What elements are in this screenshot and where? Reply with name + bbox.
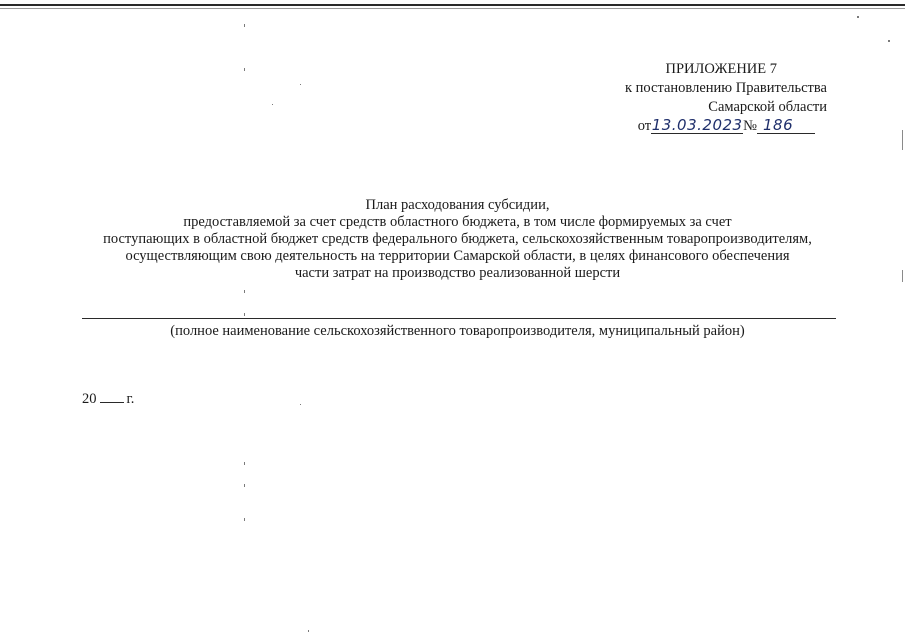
plan-title-line-5: части затрат на производство реализованной шерсти [294,265,621,281]
handwritten-date: 13.03.2023 [651,116,743,134]
appendix-title: ПРИЛОЖЕНИЕ 7 [665,61,777,77]
scan-speck [244,462,245,465]
scan-speck [300,84,301,85]
plan-title-line-1: План расходования субсидии, [365,197,550,213]
scan-edge-mark [902,270,903,282]
plan-title-line-2: предоставляемой за счет средств областного бюджета, в том числе формируемых за счет [183,214,732,230]
handwritten-number: 186 [757,118,815,134]
scan-speck [244,518,245,521]
year-prefix: 20 [82,391,97,407]
top-border-line [0,4,905,6]
scan-speck [300,404,301,405]
appendix-block [527,60,827,136]
appendix-line-region: Самарской области [708,99,827,115]
scan-speck [244,24,245,27]
scan-speck [244,68,245,71]
year-blank [100,390,124,403]
scan-speck [308,630,309,632]
year-suffix: г. [126,391,135,407]
scan-speck [244,484,245,487]
appendix-date-line [527,117,827,136]
plan-title-line-3: поступающих в областной бюджет средств федерального бюджета, сельскохозяйственным товаропроизводителям, [103,231,812,247]
scan-speck [244,290,245,293]
scan-speck [244,313,245,316]
date-prefix: от [637,118,652,134]
producer-name-caption: (полное наименование сельскохозяйственного товаропроизводителя, муниципальный район) [170,323,745,339]
scan-speck [272,104,273,105]
scan-speck [888,40,890,42]
top-border-line-thin [0,8,905,9]
producer-name-blank-line [82,318,836,319]
scan-speck [857,16,859,18]
number-sign: № [743,118,757,134]
appendix-line-resolution: к постановлению Правительства [625,80,827,96]
plan-title-line-4: осуществляющим свою деятельность на территории Самарской области, в целях финансового обеспечения [125,248,790,264]
plan-title-block [60,197,855,282]
year-line [82,390,134,408]
scan-edge-mark [902,130,903,150]
